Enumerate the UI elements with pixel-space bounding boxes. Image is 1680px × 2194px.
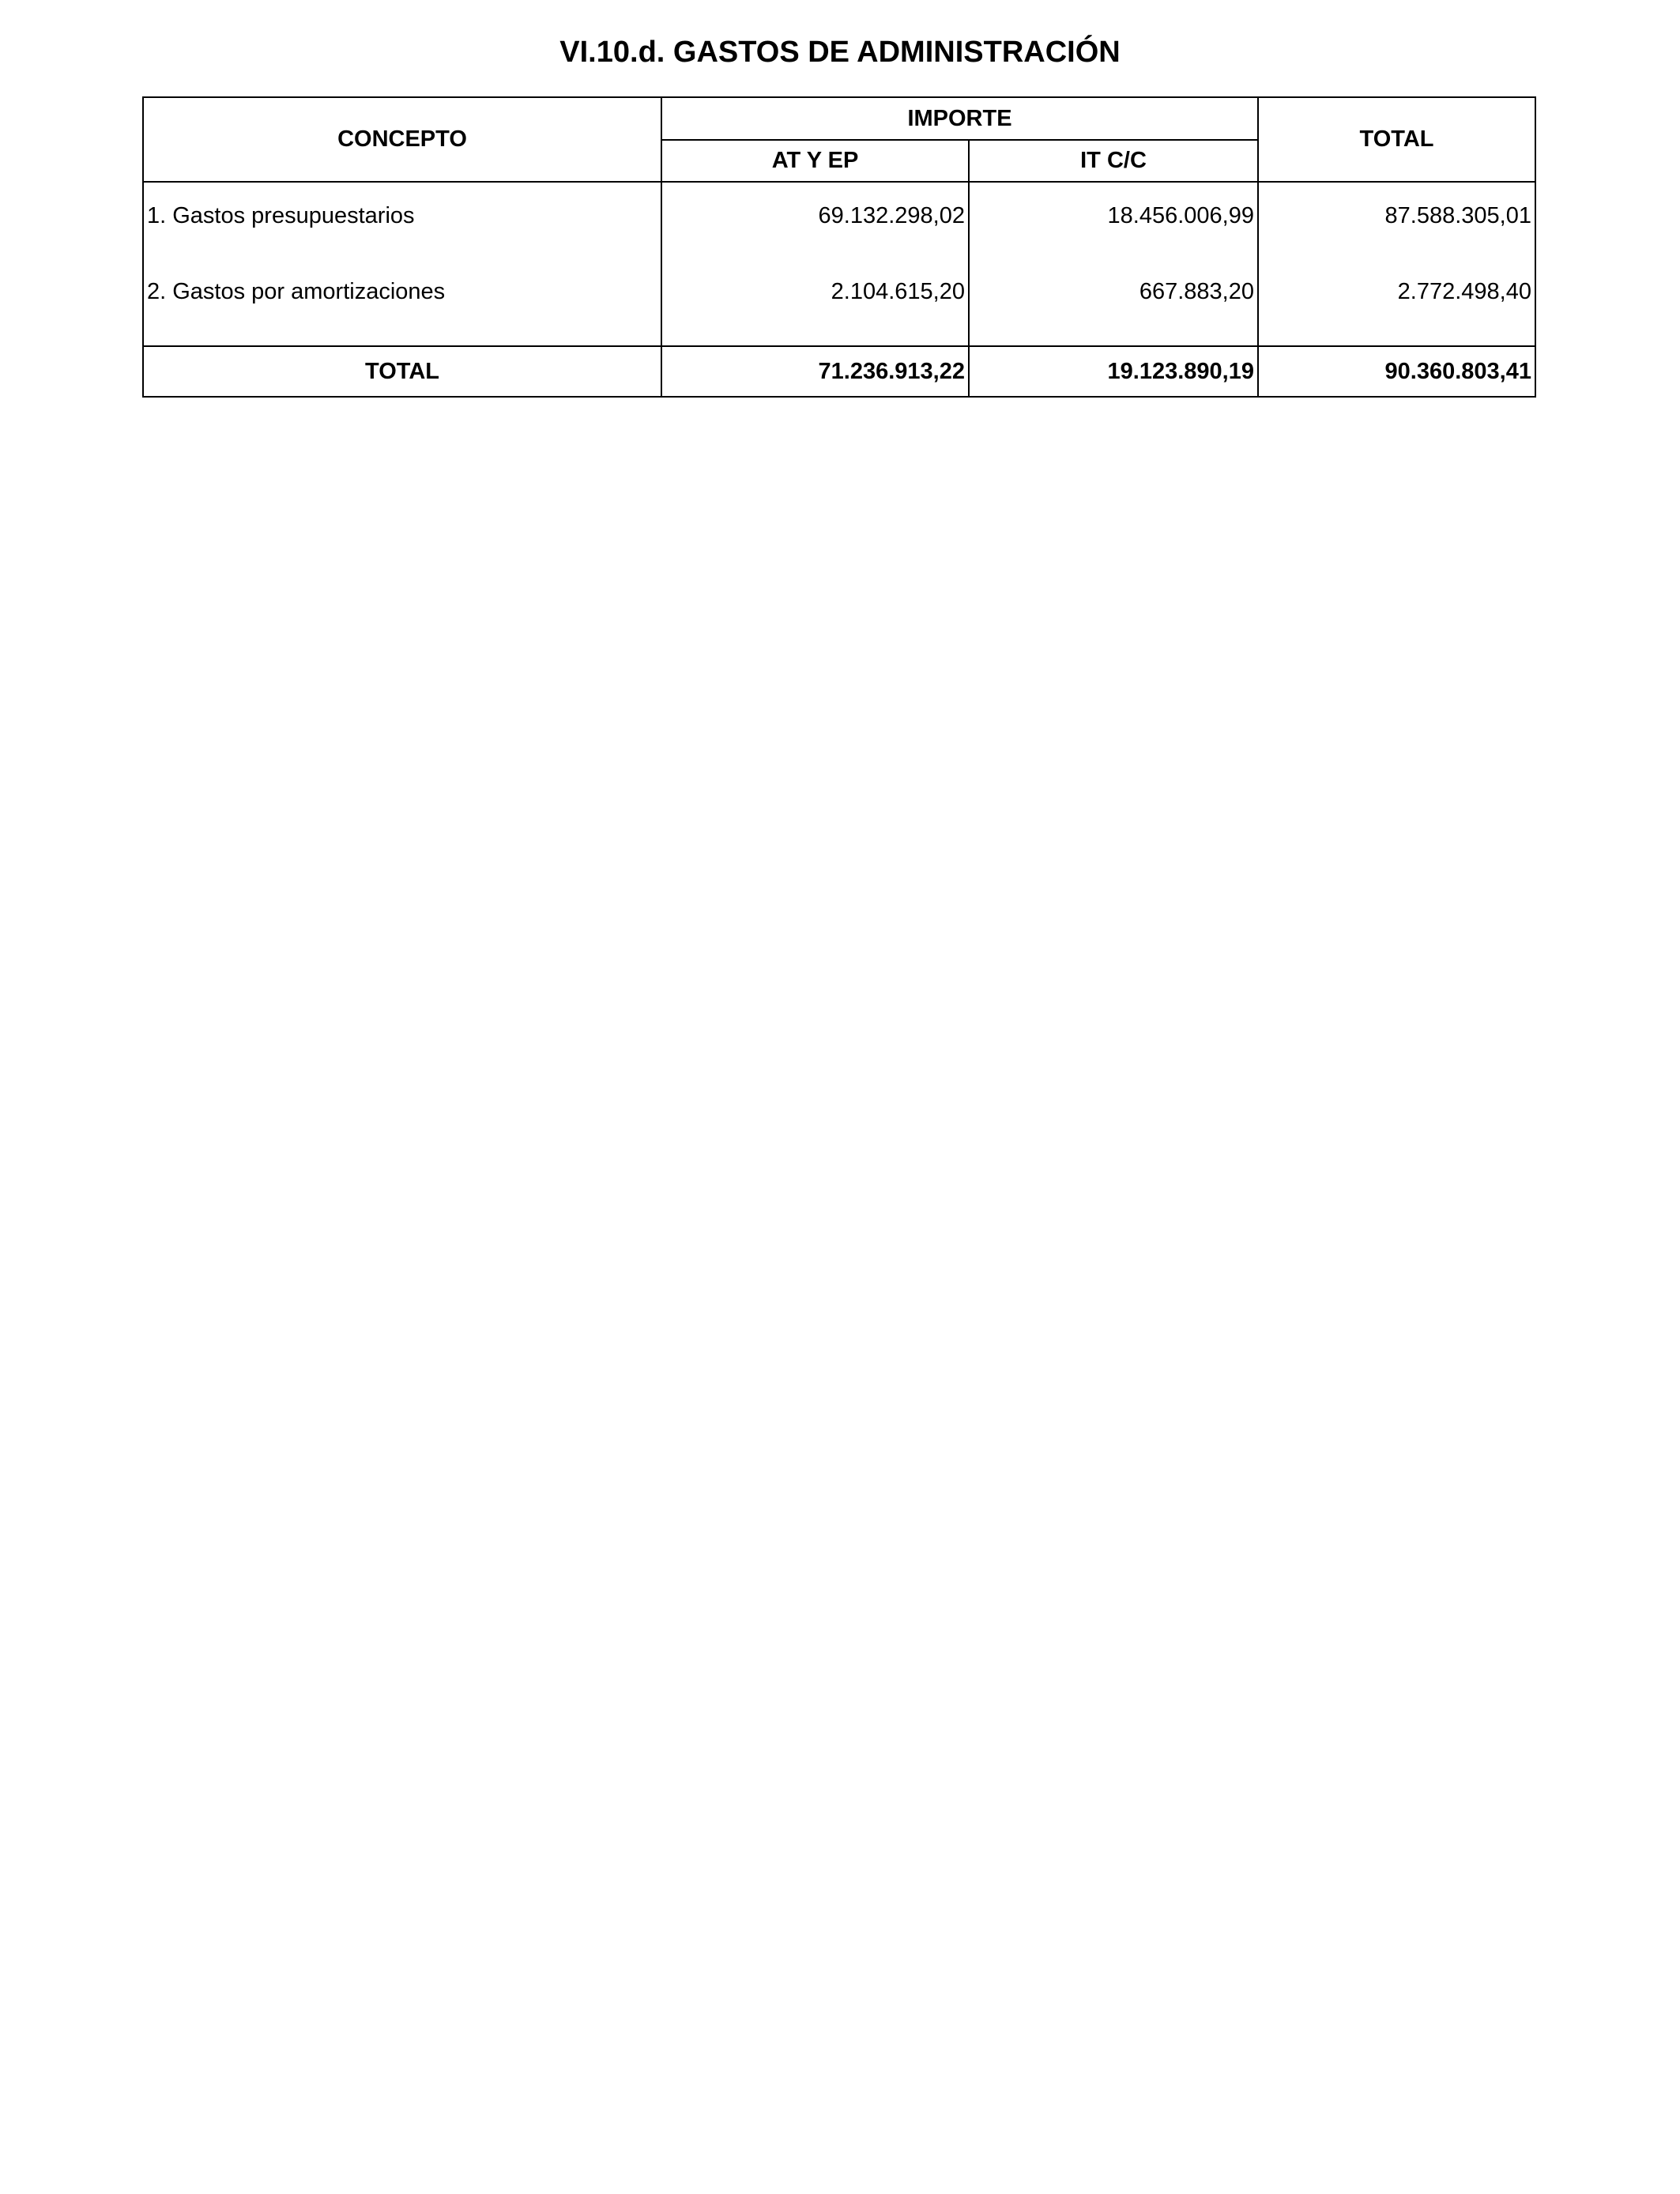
header-row — [143, 97, 1535, 140]
row-total: 87.588.305,01 — [1258, 182, 1535, 249]
table-row — [143, 249, 1535, 346]
total-label: TOTAL — [143, 346, 661, 397]
header-total: TOTAL — [1258, 97, 1535, 182]
header-concepto: CONCEPTO — [143, 97, 661, 182]
header-importe: IMPORTE — [661, 97, 1258, 140]
total-at-y-ep: 71.236.913,22 — [661, 346, 969, 397]
header-at-y-ep: AT Y EP — [661, 140, 969, 182]
row-at-y-ep: 2.104.615,20 — [661, 249, 969, 346]
row-concepto: 1. Gastos presupuestarios — [143, 182, 661, 249]
row-it-cc: 667.883,20 — [969, 249, 1258, 346]
row-concepto: 2. Gastos por amortizaciones — [143, 249, 661, 346]
row-it-cc: 18.456.006,99 — [969, 182, 1258, 249]
row-at-y-ep: 69.132.298,02 — [661, 182, 969, 249]
row-total: 2.772.498,40 — [1258, 249, 1535, 346]
total-row — [143, 346, 1535, 397]
expenses-table — [142, 96, 1536, 398]
total-it-cc: 19.123.890,19 — [969, 346, 1258, 397]
table-row — [143, 182, 1535, 249]
page-title: VI.10.d. GASTOS DE ADMINISTRACIÓN — [559, 36, 1121, 69]
total-total: 90.360.803,41 — [1258, 346, 1535, 397]
header-it-cc: IT C/C — [969, 140, 1258, 182]
